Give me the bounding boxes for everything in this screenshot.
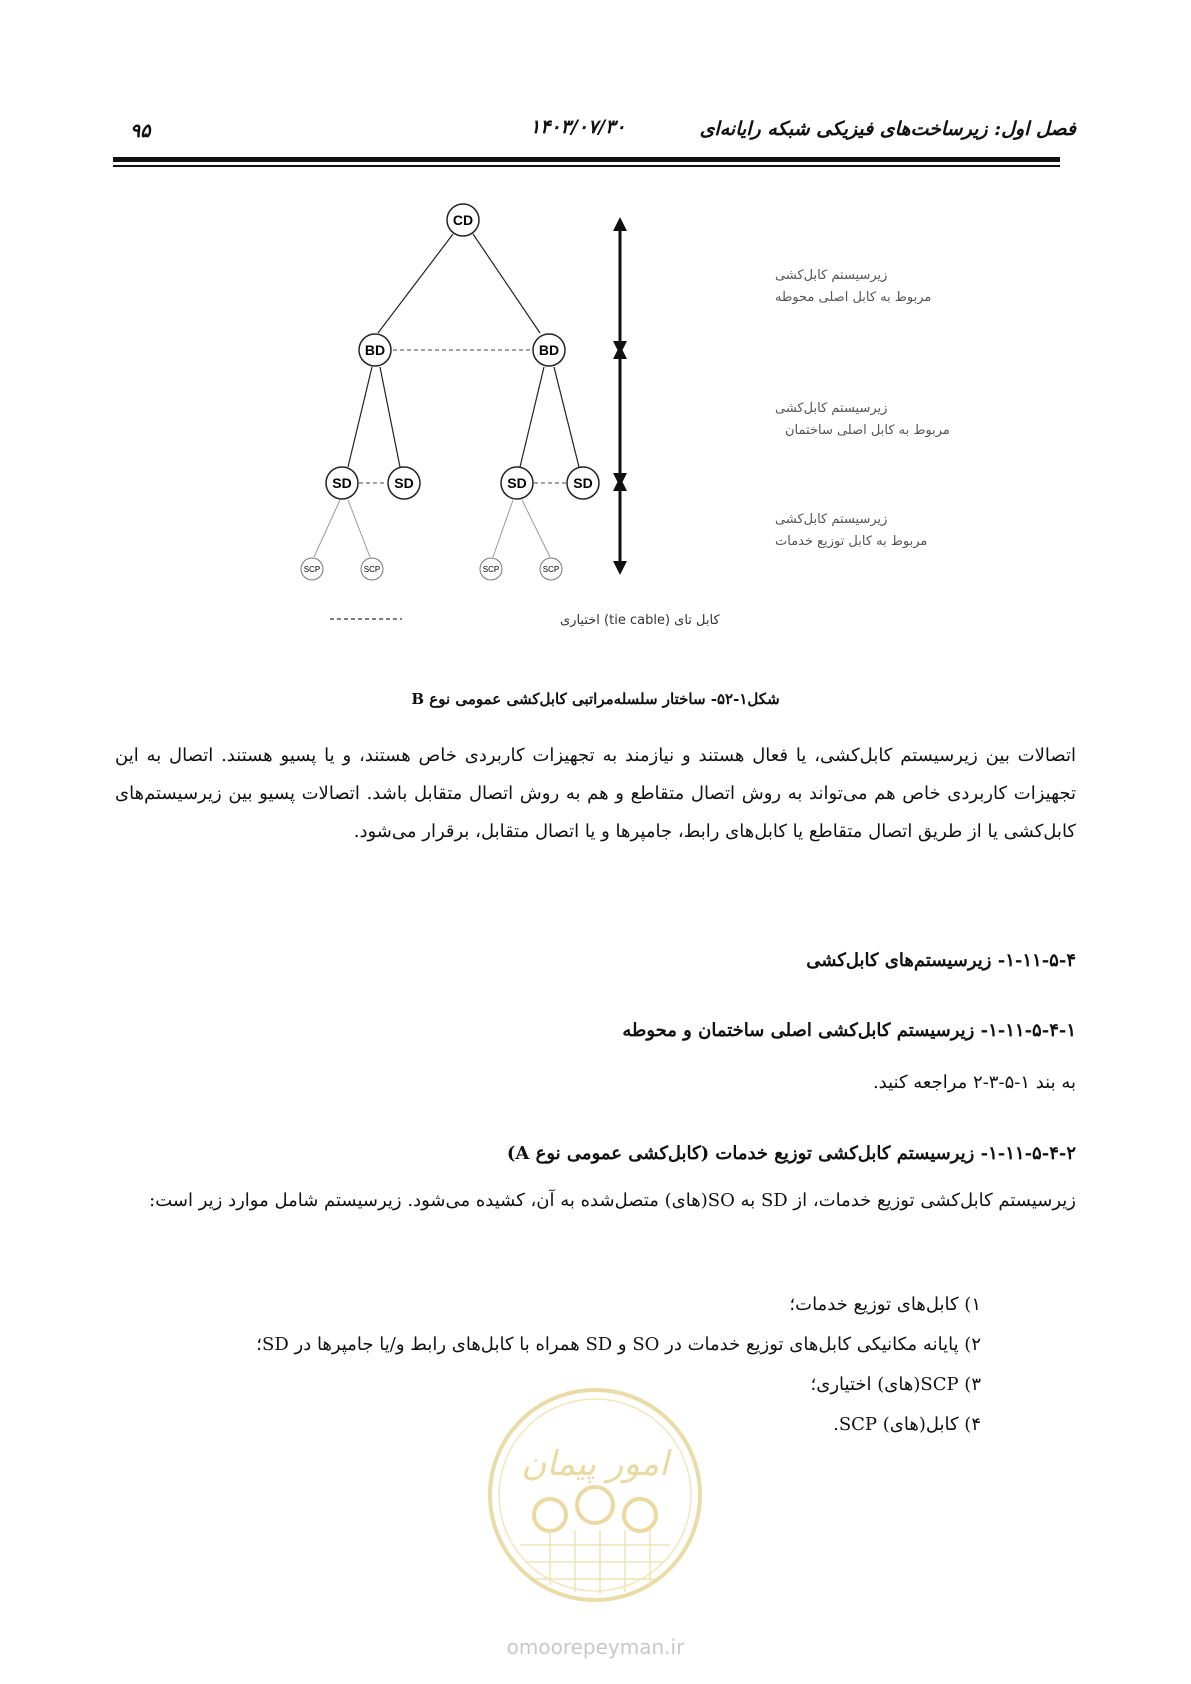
level3-label-line1: زیرسیستم کابل‌کشی bbox=[775, 512, 888, 527]
edge-bd2-sd4 bbox=[554, 367, 579, 467]
watermark-logo bbox=[480, 1380, 710, 1620]
list-item: ۴) کابل(های) SCP. bbox=[833, 1414, 981, 1435]
node-bd-right-label: BD bbox=[538, 342, 560, 358]
node-bd-left-label: BD bbox=[364, 342, 386, 358]
level1-label-line1: زیرسیستم کابل‌کشی bbox=[775, 268, 888, 283]
edge-cd-bd2 bbox=[473, 234, 540, 333]
node-scp-1-label: SCP bbox=[303, 565, 321, 574]
node-cd bbox=[447, 204, 479, 236]
section-heading-service-distribution: ۱-۱۱-۵-۴-۲- زیرسیستم کابل‌کشی توزیع خدمات (کابل‌کشی عمومی نوع A) bbox=[506, 1143, 1076, 1164]
list-item: ۲) پایانه مکانیکی کابل‌های توزیع خدمات در SO و SD همراه با کابل‌های رابط و/یا جامپرها در SD؛ bbox=[256, 1334, 981, 1355]
edge-sd3-scp3 bbox=[493, 500, 513, 557]
header-rule-thin bbox=[113, 165, 1060, 167]
node-scp-3-label: SCP bbox=[482, 565, 500, 574]
page-number: ۹۵ bbox=[130, 120, 151, 142]
node-sd-4 bbox=[567, 467, 599, 499]
node-sd-3 bbox=[501, 467, 533, 499]
list-item: ۳) SCP(های) اختیاری؛ bbox=[810, 1374, 981, 1395]
header-date: ۱۴۰۳/۰۷/۳۰ bbox=[530, 116, 626, 138]
level-arrow bbox=[613, 217, 627, 575]
chapter-title: فصل اول: زیرساخت‌های فیزیکی شبکه رایانه‌ای bbox=[699, 118, 1076, 140]
level3-label-line2: مربوط به کابل توزیع خدمات bbox=[775, 534, 928, 549]
node-scp-1 bbox=[301, 558, 323, 580]
node-scp-2-label: SCP bbox=[363, 565, 381, 574]
edge-cd-bd1 bbox=[378, 234, 453, 333]
paragraph-service-distribution: زیرسیستم کابل‌کشی توزیع خدمات، از SD به SO(های) متصل‌شده به آن، کشیده می‌شود. زیرسیستم شامل موارد زیر است: bbox=[149, 1190, 1076, 1211]
edge-bd1-sd2 bbox=[380, 367, 400, 467]
hierarchy-figure bbox=[300, 205, 950, 675]
node-sd-2-label: SD bbox=[394, 475, 414, 491]
reference-text: به بند ۱-۵-۳-۲ مراجعه کنید. bbox=[872, 1072, 1076, 1093]
watermark-seal-icon bbox=[480, 1380, 710, 1620]
node-cd-label: CD bbox=[452, 212, 474, 228]
list-item: ۱) کابل‌های توزیع خدمات؛ bbox=[789, 1294, 981, 1315]
node-sd-1 bbox=[326, 467, 358, 499]
node-scp-4 bbox=[540, 558, 562, 580]
edge-sd1-scp2 bbox=[348, 500, 370, 557]
watermark-site: omoorepeyman.ir bbox=[506, 1635, 685, 1659]
node-sd-4-label: SD bbox=[573, 475, 593, 491]
section-heading-backbone: ۱-۱۱-۵-۴-۱- زیرسیستم کابل‌کشی اصلی ساختمان و محوطه bbox=[622, 1020, 1076, 1041]
node-bd-left bbox=[359, 334, 391, 366]
edge-bd2-sd3 bbox=[520, 367, 544, 467]
node-scp-4-label: SCP bbox=[542, 565, 560, 574]
node-scp-2 bbox=[361, 558, 383, 580]
edge-bd1-sd1 bbox=[348, 367, 372, 467]
level1-label-line2: مربوط به کابل اصلی محوطه bbox=[775, 290, 932, 305]
node-sd-3-label: SD bbox=[507, 475, 527, 491]
node-bd-right bbox=[533, 334, 565, 366]
hierarchy-diagram bbox=[300, 205, 950, 635]
edge-sd1-scp1 bbox=[314, 500, 340, 557]
paragraph-connections: اتصالات بین زیرسیستم کابل‌کشی، یا فعال هستند و نیازمند به تجهیزات کاربردی خاص هستند، و یا پسیو هستند. اتصال به این تجهیزات کاربردی خاص هم می‌تواند به روش اتصال متقاطع و هم به روش اتصال متقابل باشد. اتصالات پسیو بین زیرسیستم‌های کابل‌کشی یا از طریق اتصال متقاطع یا کابل‌های رابط، جامپرها و یا اتصال متقابل، برقرار می‌شود. bbox=[115, 745, 1076, 842]
node-scp-3 bbox=[480, 558, 502, 580]
edge-sd3-scp4 bbox=[522, 500, 550, 557]
watermark-logo-text: امور پیمان bbox=[521, 1444, 669, 1484]
node-sd-1-label: SD bbox=[332, 475, 352, 491]
section-heading-subsystems: ۱-۱۱-۵-۴- زیرسیستم‌های کابل‌کشی bbox=[806, 950, 1076, 971]
header-rule-thick bbox=[113, 157, 1060, 162]
level2-label-line2: مربوط به کابل اصلی ساختمان bbox=[785, 423, 950, 438]
figure-caption: شکل۱-۵۲- ساختار سلسله‌مراتبی کابل‌کشی عمومی نوع B bbox=[411, 690, 780, 708]
node-sd-2 bbox=[388, 467, 420, 499]
legend-label: کابل تای (tie cable) اختیاری bbox=[560, 613, 720, 628]
level2-label-line1: زیرسیستم کابل‌کشی bbox=[775, 401, 888, 416]
page-header bbox=[115, 108, 1076, 148]
